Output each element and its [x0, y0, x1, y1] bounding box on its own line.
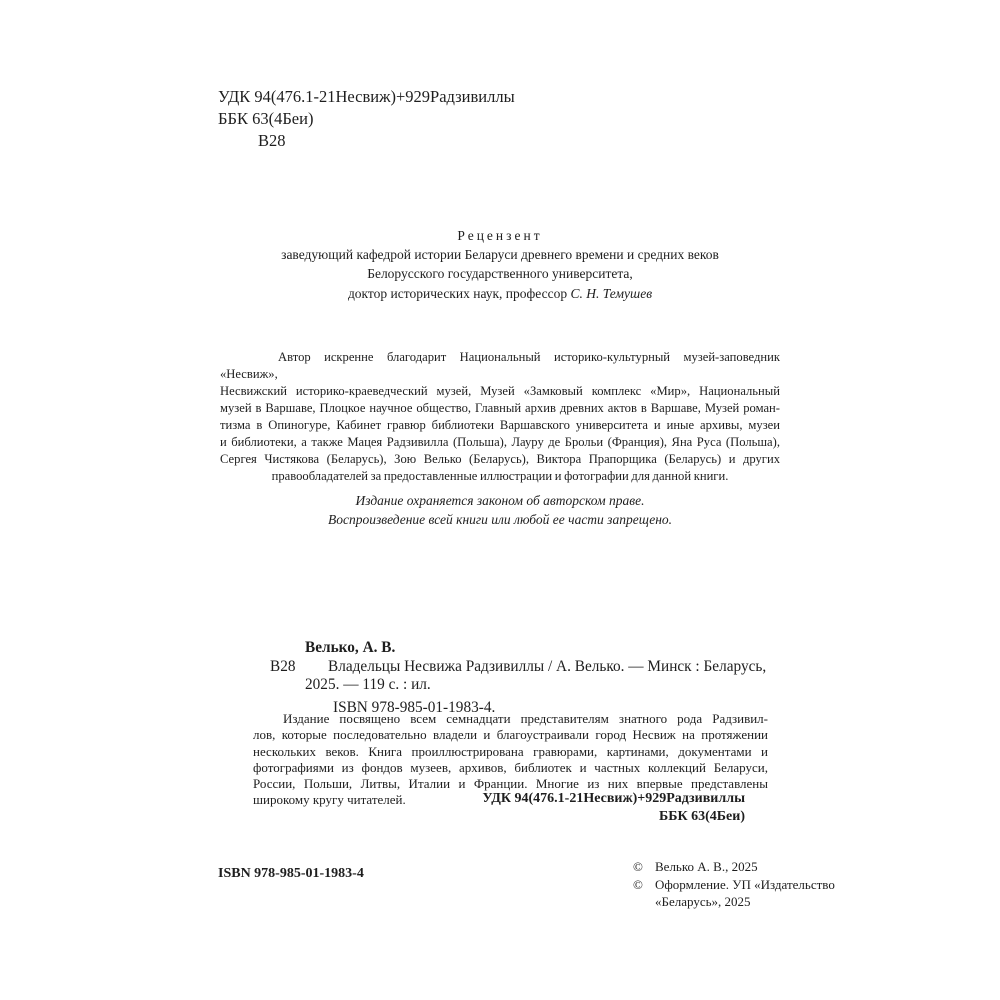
text-line: Воспроизведение всей книги или любой ее части запрещено. [327, 511, 673, 527]
text-line: Автор искренне благодарит Национальный историко-культурный музей-заповедник «Несвиж», [220, 350, 780, 381]
text-line: Несвижский историко-краеведческий музей, Музей «Замковый комплекс «Мир», Национальный [220, 384, 780, 398]
text-line: широкому кругу читателей. [253, 792, 406, 808]
reviewer-lines [200, 245, 800, 283]
reviewer-heading: Рецензент [457, 228, 543, 243]
copyright-block [633, 858, 835, 911]
text-line: лов, которые последовательно владели и благоустраивали город Несвиж на протяжении [253, 727, 768, 743]
copyright-entry-author [633, 858, 835, 876]
copyright-entry-publisher [633, 876, 835, 911]
copyright-icon: © [633, 876, 643, 892]
reviewer-name: С. Н. Темушев [570, 285, 653, 301]
copyright-publisher-text [655, 876, 835, 911]
copyright-author-text [655, 858, 758, 876]
text-line: Издание посвящено всем семнадцати представителям знатного рода Радзивил- [283, 711, 768, 726]
text-line: правообладателей за предоставленные иллюстрации и фотографии для данной книги. [271, 469, 729, 483]
text-line: Сергея Чистякова (Беларусь), Зою Велько (Беларусь), Виктора Прапорщика (Беларусь) и других [220, 452, 780, 466]
copyright-icon: © [633, 859, 643, 874]
catalog-isbn: ISBN 978-985-01-1983-4. [333, 698, 496, 716]
udk-code: УДК 94(476.1-21Несвиж)+929Радзивиллы [218, 87, 515, 106]
reviewer-block [200, 226, 800, 303]
catalog-entry-row [270, 658, 790, 695]
catalog-title-line2: 2025. — 119 с. : ил. [305, 676, 431, 693]
text-line: Издание охраняется законом об авторском праве. [355, 493, 645, 508]
catalog-entry [270, 639, 790, 717]
reviewer-degree-line [200, 284, 800, 303]
top-bibliographic-codes [218, 86, 515, 152]
text-line: тизма в Опиногуре, Кабинет гравюр библиотеки Варшавского университета и иные архивы, музеи [220, 418, 780, 432]
text-line: музей в Варшаве, Плоцкое научное общество, Главный архив древних актов в Варшаве, Музей роман- [220, 401, 780, 415]
text-line: России, Польши, Литвы, Италии и Франции. Многие из них впервые представлены [253, 776, 768, 792]
reviewer-degree: доктор исторических наук, профессор [347, 285, 571, 301]
text-line: Велько А. В., 2025 [655, 859, 758, 874]
bottom-bibliographic-codes [445, 790, 745, 826]
text-line: нескольких веков. Книга проиллюстрирована гравюрами, картинами, документами и [253, 743, 768, 759]
acknowledgment-paragraph [220, 349, 780, 485]
catalog-author: Велько, А. В. [305, 639, 396, 656]
footer-isbn: ISBN 978-985-01-1983-4 [218, 866, 364, 881]
text-line: фотографиями из фондов музеев, архивов, библиотек и частных коллекций Беларуси, [253, 759, 768, 775]
copyright-protection-notice [250, 492, 750, 529]
bottom-bbk-code: ББК 63(4Беи) [658, 809, 745, 824]
text-line: и библиотеки, а также Мацея Радзивилла (Польша), Лауру де Брольи (Франция), Яна Руса (Польша), [220, 435, 780, 449]
bbk-code: ББК 63(4Беи) [218, 109, 314, 128]
text-line: «Беларусь», 2025 [655, 894, 751, 909]
catalog-title-line1: Владельцы Несвижа Радзивиллы / А. Велько. — Минск : Беларусь, [328, 657, 767, 675]
text-line: Оформление. УП «Издательство [655, 876, 835, 892]
catalog-author-code: В28 [270, 657, 296, 675]
author-sign-code: В28 [258, 131, 286, 150]
text-line: заведующий кафедрой истории Беларуси древнего времени и средних веков [281, 247, 719, 263]
bottom-udk-code: УДК 94(476.1-21Несвиж)+929Радзивиллы [482, 791, 745, 806]
text-line: Белорусского государственного университета, [367, 266, 633, 282]
